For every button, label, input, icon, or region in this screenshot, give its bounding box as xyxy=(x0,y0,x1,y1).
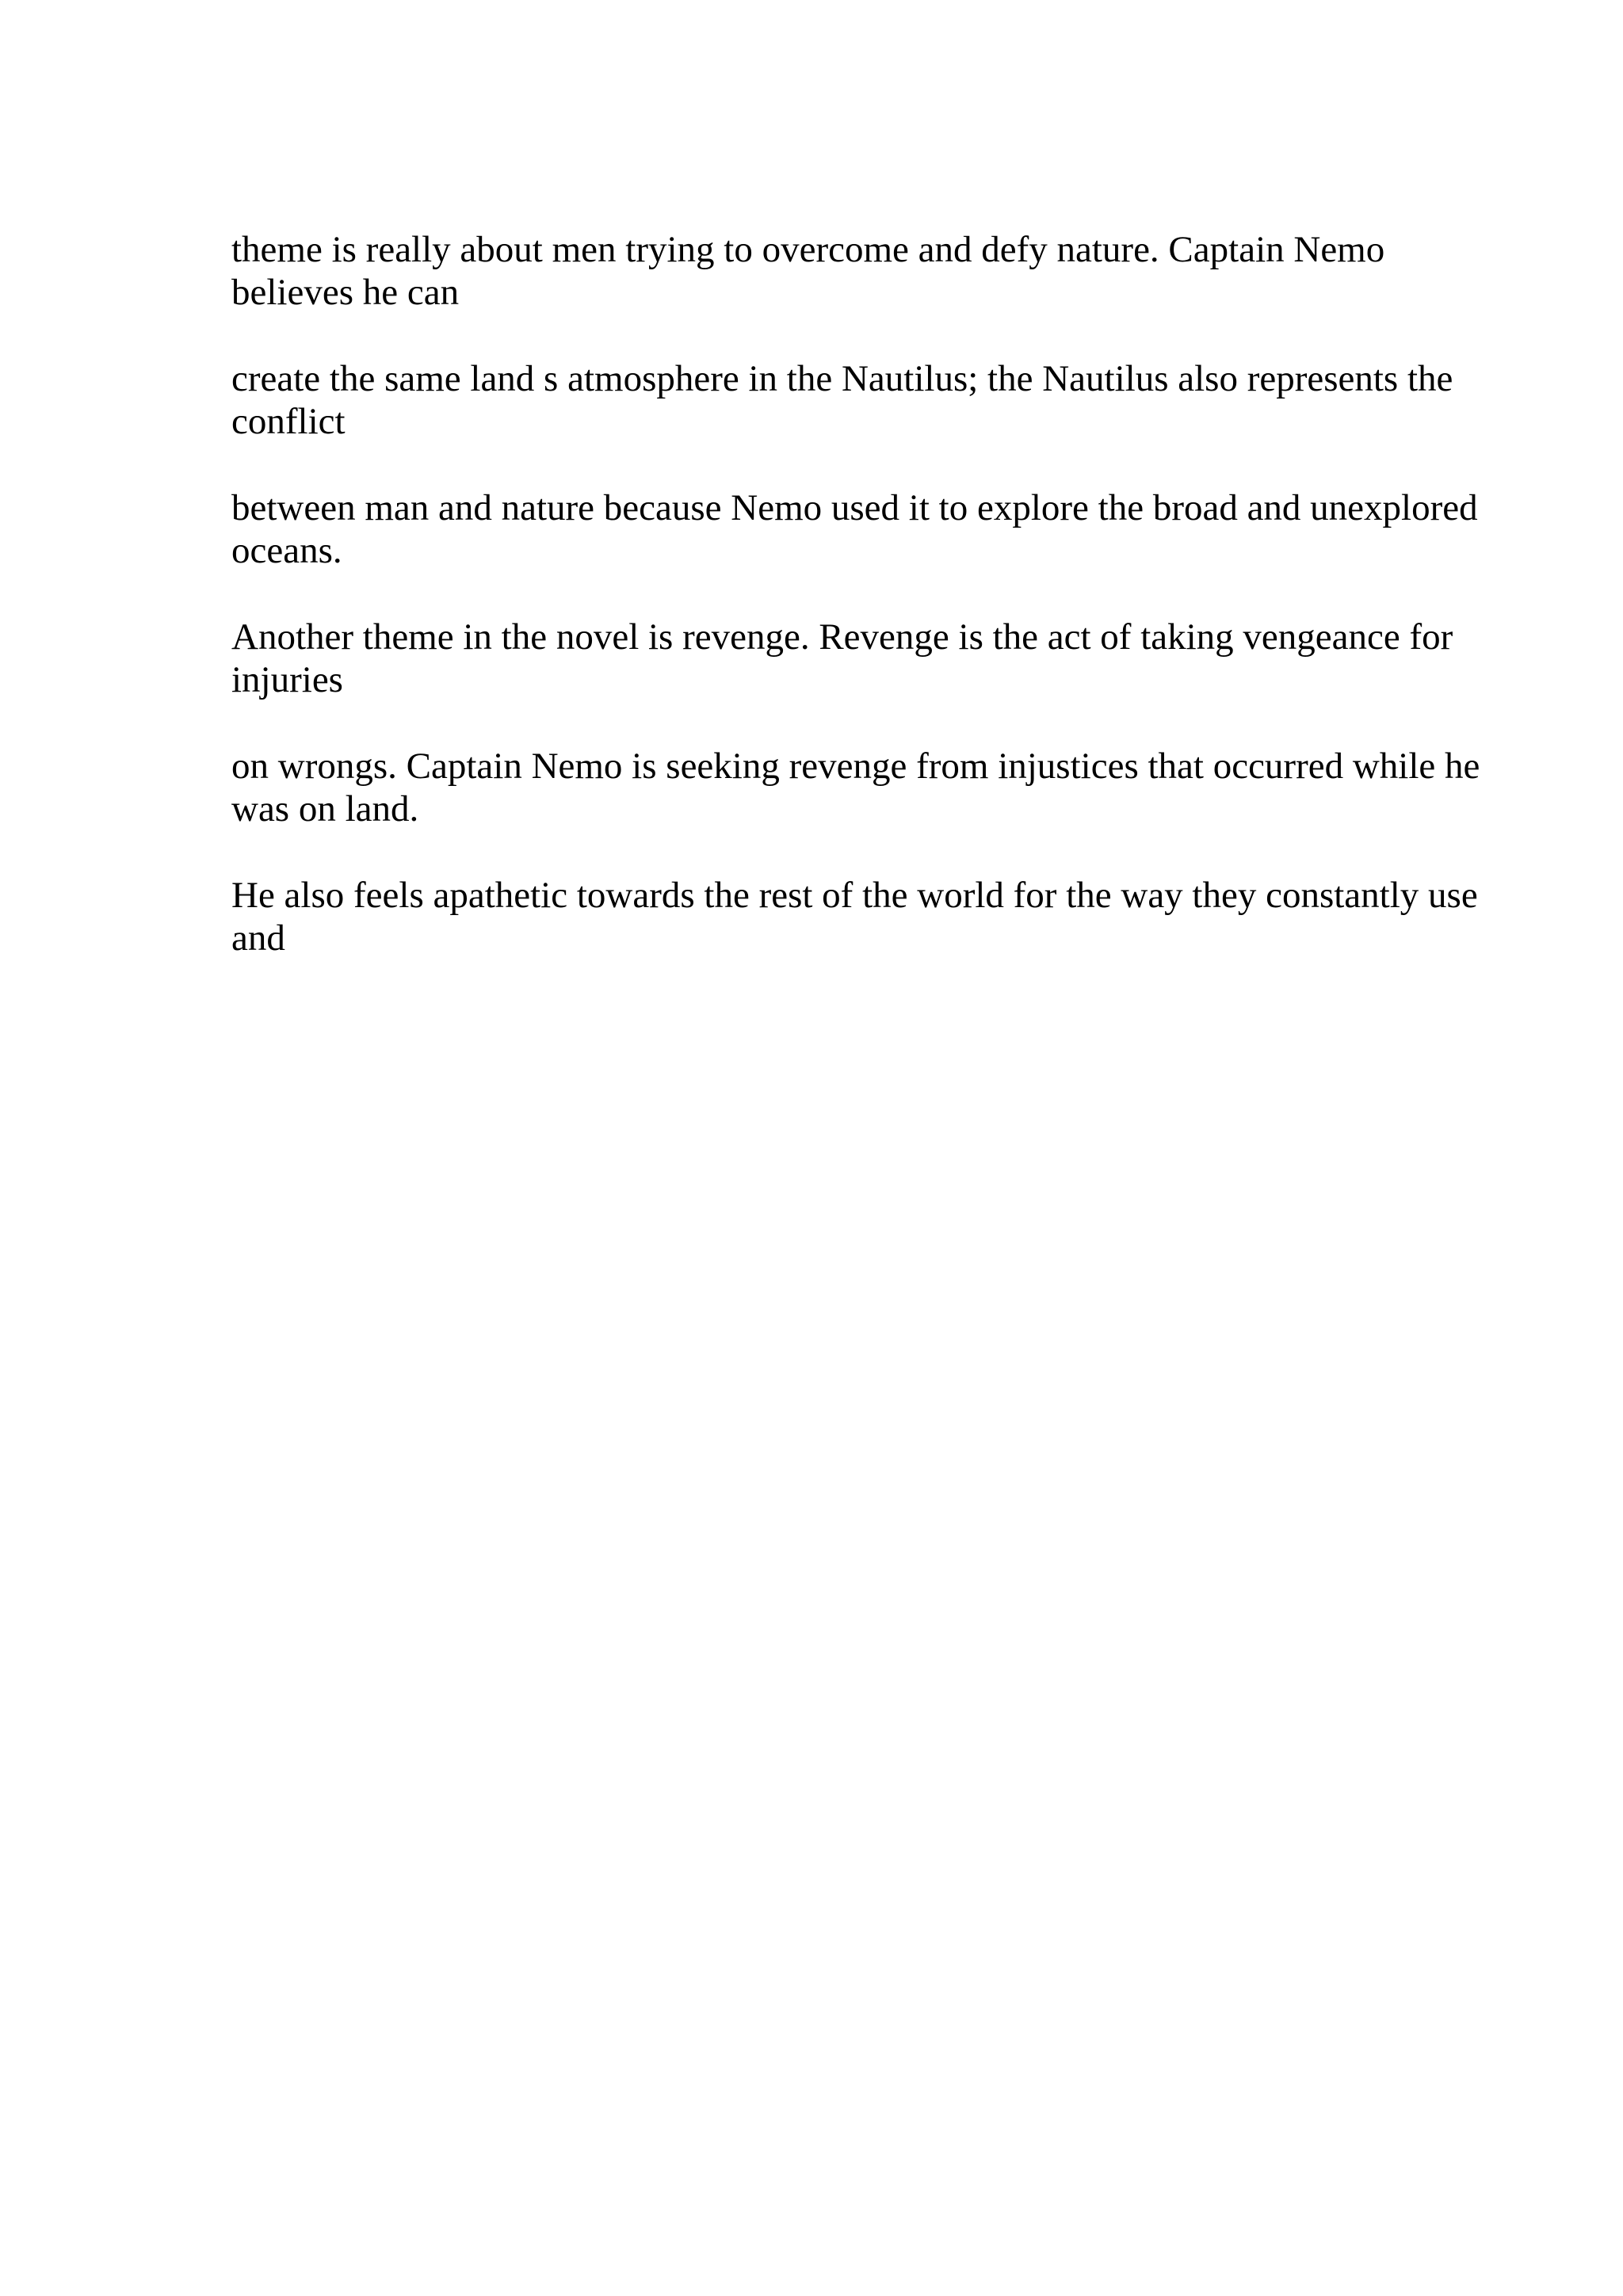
paragraph-3 xyxy=(231,486,1499,572)
paragraph-4 xyxy=(231,616,1499,701)
paragraph-6 xyxy=(231,874,1499,959)
body-text xyxy=(231,228,1499,1003)
paragraph-line: conflict xyxy=(231,401,346,442)
paragraph-line: between man and nature because Nemo used it to explore the broad and unexplored xyxy=(231,487,1478,528)
paragraph-line: oceans. xyxy=(231,530,342,571)
paragraph-line: and xyxy=(231,917,285,959)
paragraph-line: theme is really about men trying to overcome and defy nature. Captain Nemo xyxy=(231,229,1385,270)
paragraph-2 xyxy=(231,357,1499,443)
paragraph-line: believes he can xyxy=(231,272,460,313)
paragraph-line: create the same land s atmosphere in the Nautilus; the Nautilus also represents the xyxy=(231,358,1453,399)
paragraph-1 xyxy=(231,228,1499,314)
paragraph-line: injuries xyxy=(231,659,343,700)
paragraph-line: was on land. xyxy=(231,788,419,830)
paragraph-line: He also feels apathetic towards the rest of the world for the way they constantly use xyxy=(231,875,1478,916)
paragraph-line: Another theme in the novel is revenge. Revenge is the act of taking vengeance for xyxy=(231,616,1453,658)
paragraph-line: on wrongs. Captain Nemo is seeking revenge from injustices that occurred while he xyxy=(231,746,1480,787)
paragraph-5 xyxy=(231,745,1499,830)
